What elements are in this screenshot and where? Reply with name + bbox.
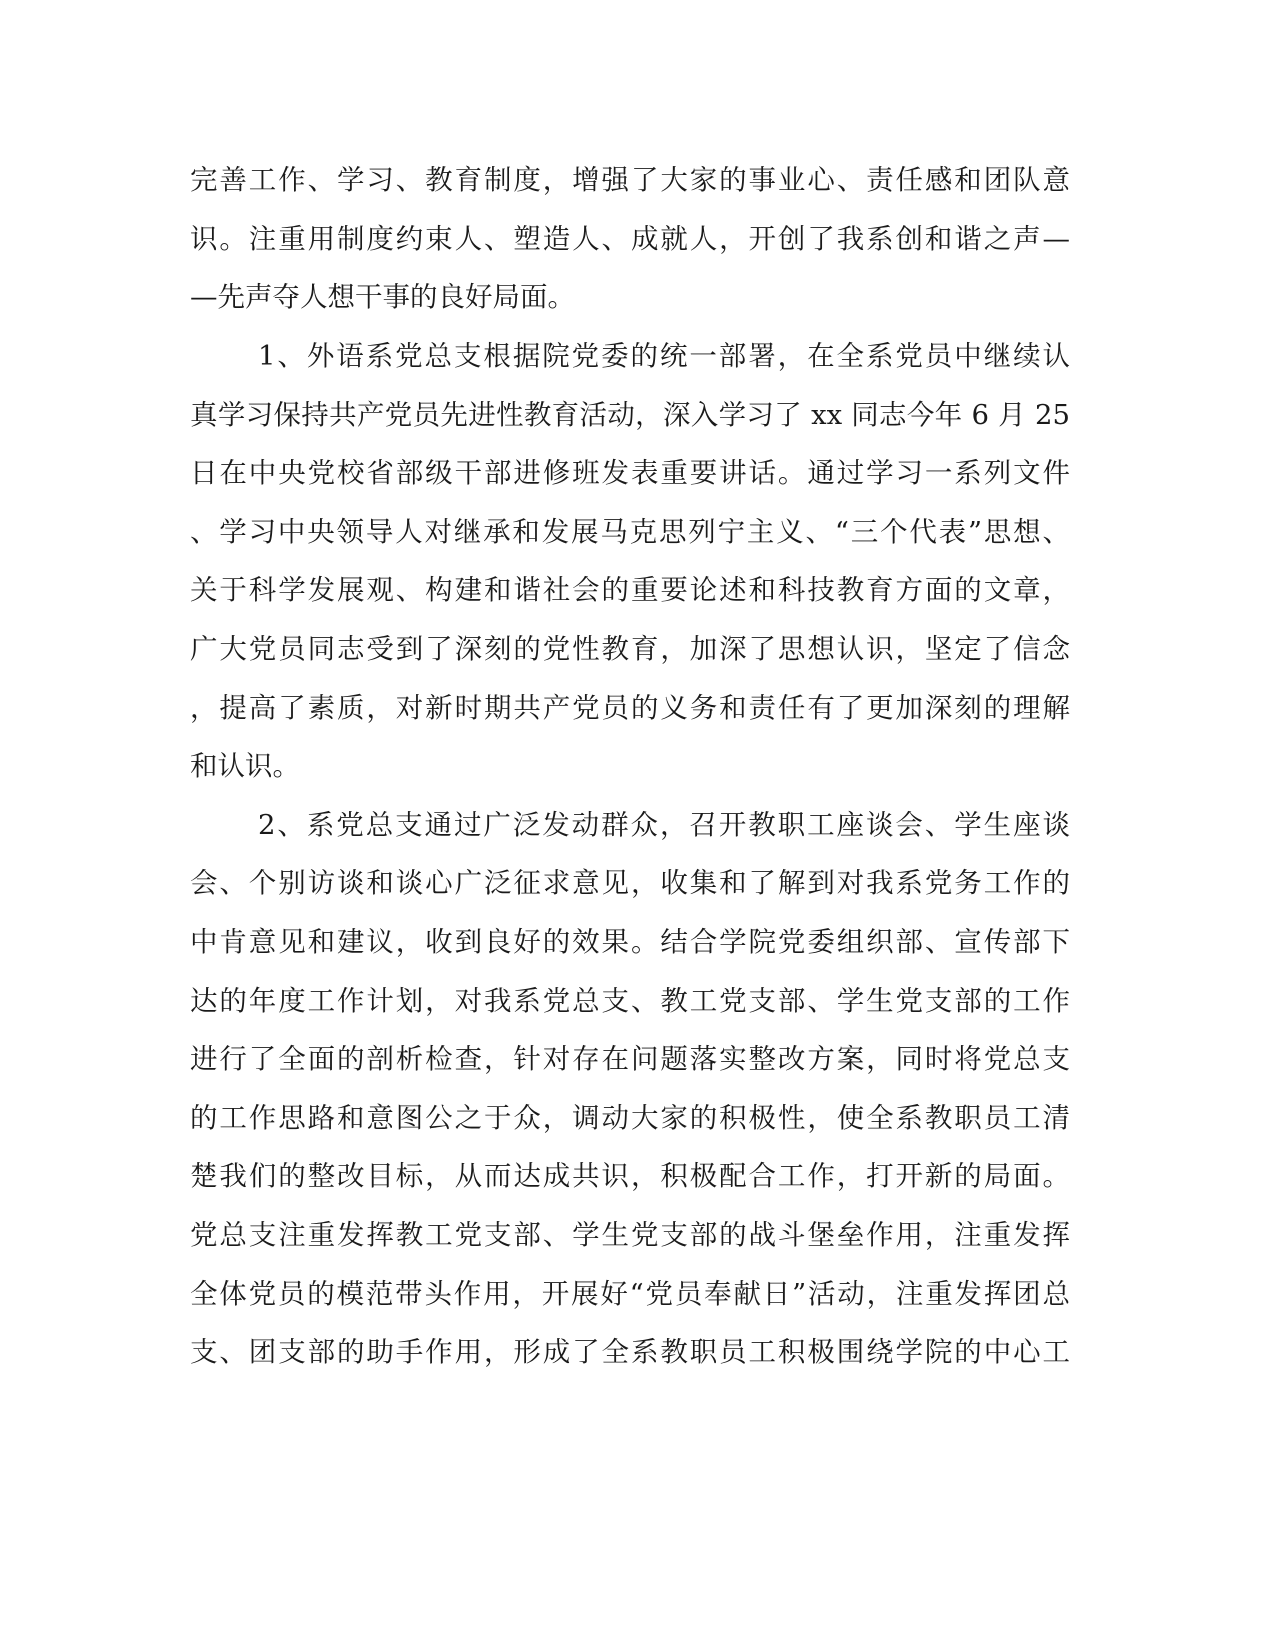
- paragraph-line: 支、团支部的助手作用，形成了全系教职员工积极围绕学院的中心工: [190, 1336, 1070, 1368]
- paragraph-line: 广大党员同志受到了深刻的党性教育，加深了思想认识，坚定了信念: [190, 633, 1070, 665]
- paragraph-line: 完善工作、学习、教育制度，增强了大家的事业心、责任感和团队意: [190, 164, 1070, 196]
- paragraph-line: 中肯意见和建议，收到良好的效果。结合学院党委组织部、宣传部下: [190, 926, 1070, 958]
- paragraph-line: 真学习保持共产党员先进性教育活动，深入学习了 xx 同志今年 6 月 25: [190, 399, 1070, 431]
- paragraph-line: —先声夺人想干事的良好局面。: [190, 281, 575, 313]
- paragraph-line: 的工作思路和意图公之于众，调动大家的积极性，使全系教职员工清: [190, 1102, 1070, 1134]
- paragraph-line: 进行了全面的剖析检查，针对存在问题落实整改方案，同时将党总支: [190, 1043, 1070, 1075]
- paragraph-line: 和认识。: [190, 750, 300, 782]
- paragraph-line: 识。注重用制度约束人、塑造人、成就人，开创了我系创和谐之声—: [190, 223, 1070, 255]
- paragraph-line: 达的年度工作计划，对我系党总支、教工党支部、学生党支部的工作: [190, 985, 1070, 1017]
- paragraph-line: 楚我们的整改目标，从而达成共识，积极配合工作，打开新的局面。: [190, 1160, 1070, 1192]
- paragraph-line: 、学习中央领导人对继承和发展马克思列宁主义、“三个代表”思想、: [190, 516, 1070, 548]
- paragraph-line: 1、外语系党总支根据院党委的统一部署，在全系党员中继续认: [258, 340, 1070, 372]
- paragraph-line: 关于科学发展观、构建和谐社会的重要论述和科技教育方面的文章，: [190, 574, 1070, 606]
- paragraph-line: 党总支注重发挥教工党支部、学生党支部的战斗堡垒作用，注重发挥: [190, 1219, 1070, 1251]
- paragraph-line: 2、系党总支通过广泛发动群众，召开教职工座谈会、学生座谈: [258, 809, 1070, 841]
- paragraph-line: 日在中央党校省部级干部进修班发表重要讲话。通过学习一系列文件: [190, 457, 1070, 489]
- paragraph-line: ，提高了素质，对新时期共产党员的义务和责任有了更加深刻的理解: [190, 692, 1070, 724]
- paragraph-line: 会、个别访谈和谈心广泛征求意见，收集和了解到对我系党务工作的: [190, 867, 1070, 899]
- paragraph-line: 全体党员的模范带头作用，开展好“党员奉献日”活动，注重发挥团总: [190, 1278, 1070, 1310]
